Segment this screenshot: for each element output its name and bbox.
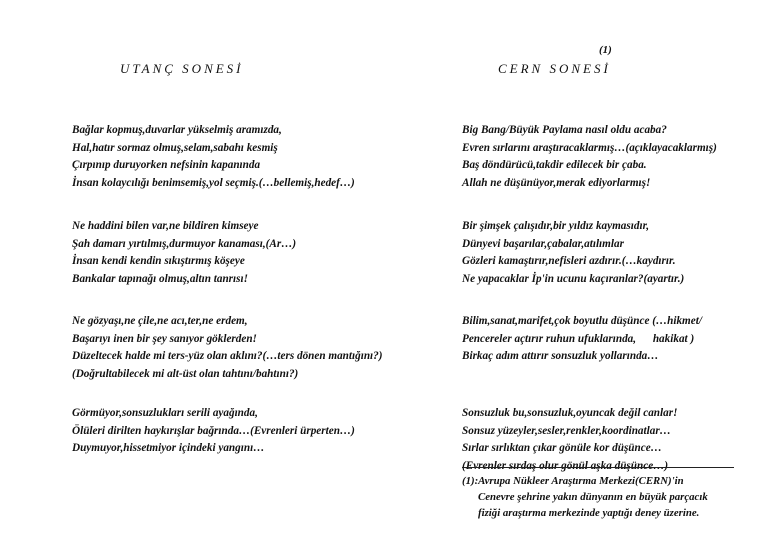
footnote-line: (1):Avrupa Nükleer Araştırma Merkezi(CERN)'in — [462, 475, 684, 487]
poem-line: Birkaç adım attırır sonsuzluk yollarında… — [462, 350, 659, 362]
left-stanza-3 — [72, 313, 382, 383]
poem-line: Allah ne düşünüyor,merak ediyorlarmış! — [462, 176, 651, 189]
poem-line: Dünyevi başarılar,çabalar,atılımlar — [462, 237, 624, 250]
poem-line: Ne yapacaklar İp'in ucunu kaçıranlar?(ayartır.) — [462, 272, 685, 285]
poem-line: Baş döndürücü,takdir edilecek bir çaba. — [462, 159, 647, 171]
poem-line: (Evrenler sırdaş olur gönül aşka düşünce…) — [462, 459, 669, 472]
poem-line: Sonsuz yüzeyler,sesler,renkler,koordinatlar… — [462, 424, 671, 437]
left-stanza-2 — [72, 218, 296, 288]
right-stanza-3 — [462, 313, 702, 366]
poem-line: Evren sırlarını araştıracaklarmış…(açıklayacaklarmış) — [462, 141, 717, 154]
poem-line: Big Bang/Büyük Paylama nasıl oldu acaba? — [462, 124, 667, 136]
poem-line: Bir şimşek çalışıdır,bir yıldız kaymasıdır, — [462, 220, 650, 232]
poem-line: Başarıyı inen bir şey sanıyor göklerden! — [72, 332, 257, 345]
right-stanza-1 — [462, 122, 717, 192]
poem-line: Bağlar kopmuş,duvarlar yükselmiş aramızda, — [72, 124, 282, 136]
left-stanza-4 — [72, 405, 355, 458]
poem-line: Sonsuzluk bu,sonsuzluk,oyuncak değil canlar! — [462, 407, 678, 419]
footnote-divider — [462, 467, 734, 468]
poem-line: Ne haddini bilen var,ne bildiren kimseye — [72, 220, 259, 232]
poem-line: Pencereler açtırır ruhun ufuklarında, hakikat ) — [462, 332, 695, 345]
poem-line: İnsan kolaycılığı benimsemiş,yol seçmiş.(…bellemiş,hedef…) — [72, 176, 355, 189]
poem-line: Şah damarı yırtılmış,durmuyor kanaması,(Ar…) — [72, 237, 297, 250]
poem-line: Sırlar sırlıktan çıkar gönüle kor düşünce… — [462, 442, 662, 454]
poem-line: Bankalar tapınağı olmuş,altın tanrısı! — [72, 272, 248, 285]
footnote-reference: (1) — [599, 44, 612, 56]
left-poem-title: UTANÇ SONESİ — [120, 61, 244, 76]
poem-line: Çırpınıp duruyorken nefsinin kapanında — [72, 159, 261, 171]
poem-line: Duymuyor,hissetmiyor içindeki yangını… — [72, 442, 265, 454]
footnote — [462, 473, 708, 521]
right-stanza-4 — [462, 405, 677, 475]
poem-line: Ölüleri dirilten haykırışlar bağrında…(Evrenleri ürperten…) — [72, 424, 355, 437]
poem-line: Görmüyor,sonsuzlukları serili ayağında, — [72, 407, 258, 419]
poem-line: Hal,hatır sormaz olmuş,selam,sabahı kesmiş — [72, 141, 278, 154]
poem-line: (Doğrultabilecek mi alt-üst olan tahtını/bahtını?) — [72, 367, 299, 380]
poem-line: Ne gözyaşı,ne çile,ne acı,ter,ne erdem, — [72, 315, 248, 327]
footnote-line: fiziği araştırma merkezinde yaptığı deney üzerine. — [478, 507, 700, 519]
poem-line: Gözleri kamaştırır,nefisleri azdırır.(…kaydırır. — [462, 255, 676, 267]
right-poem-title: CERN SONESİ — [498, 61, 611, 76]
poem-line: Düzeltecek halde mi ters-yüz olan aklını?(…ters dönen mantığını?) — [72, 350, 383, 362]
right-stanza-2 — [462, 218, 684, 288]
left-stanza-1 — [72, 122, 355, 192]
footnote-line: Cenevre şehrine yakın dünyanın en büyük parçacık — [478, 491, 708, 503]
poem-line: İnsan kendi kendin sıkıştırmış köşeye — [72, 255, 245, 267]
poem-line: Bilim,sanat,marifet,çok boyutlu düşünce (…hikmet/ — [462, 315, 702, 327]
